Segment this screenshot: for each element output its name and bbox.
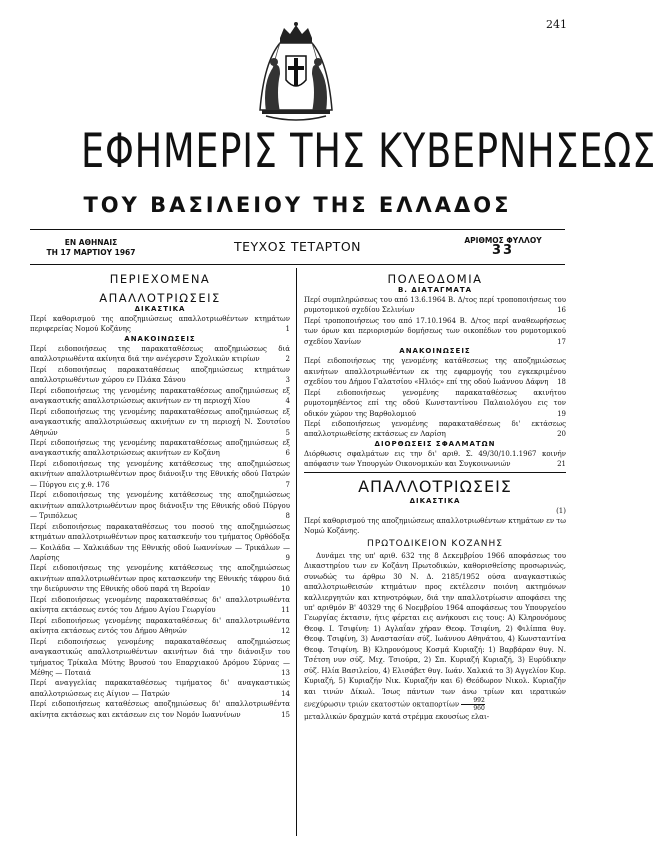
toc-entry-page: 20 bbox=[554, 429, 566, 439]
newspaper-title: ΕΦΗΜΕΡΙΣ ΤΗΣ ΚΥΒΕΡΝΗΣΕΩΣ bbox=[81, 124, 656, 179]
toc-entry bbox=[304, 316, 566, 347]
contents-title: ΠΕΡΙΕΧΟΜΕΝΑ bbox=[109, 272, 211, 286]
toc-entry-page: 8 bbox=[283, 511, 290, 521]
toc-list-decrees bbox=[304, 295, 566, 347]
toc-entry-page: 4 bbox=[283, 396, 290, 406]
corrections-subtitle: ΔΙΟΡΘΩΣΕΙΣ ΣΦΑΛΜΑΤΩΝ bbox=[374, 439, 496, 448]
toc-entry-page: 5 bbox=[283, 428, 290, 438]
judicial-subtitle: ΔΙΚΑΣΤΙΚΑ bbox=[134, 305, 186, 313]
toc-entry-page: 11 bbox=[278, 605, 290, 615]
toc-entry bbox=[30, 386, 290, 407]
decision-body-end: μεταλλικών δραχμών κατά στρέμμα εκουσίως ελαι- bbox=[304, 713, 490, 722]
announcements-subtitle: ΑΝΑΚΟΙΝΩΣΕΙΣ bbox=[124, 334, 196, 343]
toc-entry-page: 3 bbox=[283, 375, 290, 385]
toc-entry bbox=[30, 595, 290, 616]
section-rule bbox=[304, 472, 566, 473]
toc-entry-text: Περί ειδοποιήσεως γενομένης παρακαταθέσεως δι' εκτάσεως απαλλοτριωθείσης εκτάσεως εν Λαρίση bbox=[304, 419, 566, 439]
judicial-main-subtitle: ΔΙΚΑΣΤΙΚΑ bbox=[409, 496, 461, 505]
town-planning-title: ΠΟΛΕΟΔΟΜΙΑ bbox=[387, 272, 483, 286]
toc-entry-page: 14 bbox=[278, 689, 290, 699]
top-rule bbox=[30, 229, 565, 230]
toc-entry-page: 10 bbox=[278, 584, 290, 594]
toc-entry-text: Περί ειδοποιήσεως γενομένης παρακαταθέσεως ακινήτου ρυμοτομηθέντος επί της οδού Κωνσταντίνου Παλαιολόγου εις τον οδικόν χώρον της Βαρθολομιού bbox=[304, 388, 566, 418]
toc-entry-page: 7 bbox=[283, 480, 290, 490]
toc-entry bbox=[30, 522, 290, 564]
fraction bbox=[461, 697, 484, 712]
sheet-number: 33 bbox=[491, 243, 515, 258]
toc-entry bbox=[30, 407, 290, 438]
toc-list bbox=[30, 344, 290, 720]
fraction-numerator: 992 bbox=[461, 697, 484, 705]
column-divider bbox=[296, 268, 297, 836]
toc-entry-page: 13 bbox=[278, 668, 290, 678]
toc-entry-page: 1 bbox=[283, 324, 290, 334]
toc-entry bbox=[30, 490, 290, 521]
toc-entry-page: 18 bbox=[554, 377, 566, 387]
note-number: (1) bbox=[556, 506, 566, 515]
decision-body bbox=[304, 551, 566, 712]
right-column bbox=[304, 272, 566, 723]
toc-entry-text: Περί ειδοποιήσεως της γενομένης κατάθεσεως της αποζημιώσεως ακινήτων απαλλοτριωθέντων προς διάνοιξιν της Εθνικής οδού Πατρών — Πύργου εις χ.θ. 176 bbox=[30, 459, 290, 489]
toc-entry-text: Περί ειδοποιήσεως της γενομένης κατάθεσεως της αποζημιώσεως ακινήτων απαλλοτριωθέντων εκ της εφαρμογής του εγκεκριμένου σχεδίου του Δήμου Γαλατσίου «Ηλιός» επί της οδού Ιωάννου Δάφνη bbox=[304, 357, 566, 387]
toc-entry-page: 16 bbox=[554, 305, 566, 315]
contents-column bbox=[30, 272, 290, 720]
toc-entry bbox=[30, 563, 290, 594]
toc-entry-text: Περί ειδοποιήσεως παρακαταθέσεως αποζημιώσεως κτημάτων απαλλοτριωθέντων χώρου εν Πλάκα Σάνου bbox=[30, 365, 290, 385]
toc-entry-page: 19 bbox=[554, 409, 566, 419]
toc-entry-page: 17 bbox=[554, 337, 566, 347]
toc-entry-text: Περί ειδοποιήσεως της γενομένης παρακαταθέσεως αποζημιώσεως εξ αναγκαστικής απαλλοτριώσεως ακινήτων εν τη περιοχή Ν. Σουτσίου Αθηνών bbox=[30, 407, 290, 437]
toc-entry-text: Περί ειδοποιήσεως γενομένης παρακαταθέσεως δι' απαλλοτριωθέντα ακίνητα εκτάσεως εντός του Δήμου Αγίου Γεωργίου bbox=[30, 595, 290, 615]
issue-date: ΤΗ 17 ΜΑΡΤΙΟΥ 1967 bbox=[46, 248, 136, 257]
toc-entry bbox=[30, 314, 290, 335]
fraction-denominator: 960 bbox=[473, 705, 485, 713]
court-name: ΠΡΩΤΟΔΙΚΕΙΟΝ ΚΟΖΑΝΗΣ bbox=[367, 538, 503, 549]
toc-entry bbox=[30, 365, 290, 386]
decrees-subtitle: Β. ΔΙΑΤΑΓΜΑΤΑ bbox=[397, 286, 473, 294]
toc-entry-page: 2 bbox=[283, 354, 290, 364]
toc-entry bbox=[30, 678, 290, 699]
toc-entry-text: Περί αναγγελίας παρακαταθέσεως τιμήματος δι' αναγκαστικώς απαλλοτριώσεως εις Αίγιον — Πατρών bbox=[30, 679, 290, 698]
toc-entry bbox=[304, 295, 566, 316]
decision-body-text: Δυνάμει της υπ' αριθ. 632 της 8 Δεκεμβρίου 1966 αποφάσεως του Δικαστηρίου των εν Κοζάνη Πρωτοδικών, καθορισθείσης προσωρινώς, συνωδώς τω άρθρω 30 Ν. Δ. 2185/1952 ούσα αναγκαστικώς απαλλοτριωθεισών κτημάτων προς εκτέλεσιν ποιόνη ακτημόνων καλλιεργητών και κτηνοτρόφων, διά την απαλλοτρίωσιν αποφάσει της υπ' αριθμόν Β' 40329 της 6 Νοεμβρίου 1964 αποφάσεως του Υπουργείου Γεωργίας έκτασιν, ήτις φέρεται εις ανήκουσι εις τους: Α) Κληρονόμους Θεοφ. Ι. Τσιφίνη: 1) Αγλαΐαν χήραν Θεοφ. Τσιφίνη, 2) Φιλίππα θυγ. Θεοφ. Τσιφίνη, 3) Αναστασίαν σύζ. Ιωάννου Αθηνάτου, 4) Κωνσταντίνα Θεοφ. Τσιφίνη. Β) Κληρονόμους Κοσμά Κυριαζή: 1) Βαρβάραν θυγ. Ν. Τσέτση νυν σύζ. Μιχ. Τσιούρα, 2) Σπ. Κυριαζή Κυριαζή, 3) Ευρύδικην σύζ. Ηλία Βασιλείου, 4) Ελισάβετ θυγ. Ιωάν. Χαλκιά το 3) Αγγελίον Κυρ. Κυριαζή, 5) Κυριαζήν Νικ. Κυριαζήν και 6) Θεόδωρον Νικολ. Κυριαζήν και τινών Δίκωλ. Ίσως πάντων των άνω τρίων και ιερατικών ενεχύρωσιν τριών εκατοστών οκταπορτίων bbox=[304, 551, 566, 709]
toc-entry bbox=[30, 637, 290, 679]
announcements-subtitle-right: ΑΝΑΚΟΙΝΩΣΕΙΣ bbox=[399, 347, 471, 356]
toc-entry-page: 15 bbox=[278, 710, 290, 720]
toc-entry-page: 9 bbox=[283, 553, 290, 563]
toc-entry-text: Περί ειδοποιήσεως της γενομένης κατάθεσεως της αποζημιώσεως ακινήτων απαλλοτριωθέντων προς κατασκευήν της Εθνικής τάφρου διά την διεύρυνσιν της Εθνικής οδού παρά τη Βεροίαν bbox=[30, 564, 290, 594]
toc-entry-text: Περί τροποποιήσεως του από 17.10.1964 Β. Δ/τος περί αναθεωρήσεως των όρων και περιορισμών δομήσεως των οικοπέδων του ρυμοτομικού σχεδίου Χανίων bbox=[304, 316, 566, 346]
toc-entry-text: Περί καθορισμού της αποζημιώσεως απαλλοτριωθέντων κτημάτων περιφερείας Νομού Κοζάνης bbox=[30, 315, 290, 334]
toc-entry-text: Περί ειδοποιήσεως καταθέσεως αποζημιώσεως δι' απαλλοτριωθέντα ακίνητα εκτάσεως και εκτάσεων εις τον Νομόν Ιωαννίνων bbox=[30, 700, 290, 719]
toc-entry bbox=[304, 356, 566, 387]
issue-place: ΕΝ ΑΘΗΝΑΙΣ bbox=[64, 238, 118, 247]
toc-entry-text: Περί ειδοποιήσεως γενομένης παρακαταθέσεως αποζημιώσεως αναγκαστικώς απαλλοτριωθέντων ακινήτων διά την διάνοιξιν του τμήματος Τρίκαλα Μύτης Βρυσού του Επαρχιακού Δρόμου Σύρνας — Μέθης — Ποταιά bbox=[30, 637, 290, 677]
toc-entry bbox=[304, 419, 566, 440]
sheet-label: ΑΡΙΘΜΟΣ ΦΥΛΛΟΥ bbox=[464, 236, 542, 245]
toc-entry-page: 12 bbox=[278, 626, 290, 636]
toc-entry-text: Διόρθωσις σφαλμάτων εις την δι' αριθ. Σ. 49/30/10.1.1967 κοινήν απόφασιν των Υπουργών Οικονομικών και Συγκοινωνιών bbox=[304, 449, 566, 469]
newspaper-subtitle: ΤΟΥ ΒΑΣΙΛΕΙΟΥ ΤΗΣ ΕΛΛΑΔΟΣ bbox=[83, 193, 512, 217]
issue-volume: ΤΕΥΧΟΣ ΤΕΤΑΡΤΟΝ bbox=[233, 239, 362, 254]
toc-entry-text: Περί ειδοποιήσεως της παρακαταθέσεως αποζημιώσεως διά απαλλοτριωθέντα ακίνητα διά την ανέγερσιν Σχολικών κτιρίων bbox=[30, 344, 290, 364]
header-bottom-rule bbox=[30, 264, 565, 265]
toc-entry-text: Περί ειδοποιήσεως γενομένης παρακαταθέσεως δι' απαλλοτριωθέντα ακίνητα εκτάσεως εντός του Δήμου Αθηνών bbox=[30, 616, 290, 636]
toc-entry bbox=[30, 699, 290, 720]
expropriations-title: ΑΠΑΛΛΟΤΡΙΩΣΕΙΣ bbox=[99, 291, 221, 305]
toc-entry bbox=[304, 449, 566, 470]
toc-entry-text: Περί ειδοποιήσεως της γενομένης κατάθεσεως της αποζημιώσεως ακινήτων απαλλοτριωθέντων προς διάνοιξιν της Εθνικής οδού Πύργου — Τριπόλεως bbox=[30, 491, 290, 521]
toc-entry-text: Περί ειδοποιήσεως της γενομένης παρακαταθέσεως αποζημιώσεως εξ αναγκαστικής απαλλοτριώσεως ακινήτων εν τη περιοχή Χίου bbox=[30, 386, 290, 406]
toc-entry-page: 21 bbox=[554, 459, 566, 469]
toc-entry-page: 6 bbox=[283, 448, 290, 458]
toc-list-announcements bbox=[304, 356, 566, 440]
toc-entry-text: Περί ειδοποιήσεως της γενομένης παρακαταθέσεως αποζημιώσεως εξ αναγκαστικής απαλλοτριώσεως ακινήτων εν Κοζάνη bbox=[30, 438, 290, 458]
decision-title: Περί καθορισμού της αποζημιώσεως απαλλοτριωθέντων κτημάτων εν τω Νομώ Κοζάνης. bbox=[304, 516, 566, 536]
toc-entry-text: Περί συμπληρώσεως του από 13.6.1964 Β. Δ/τος περί τροποποιήσεως του ρυμοτομικού σχεδίου Σελινίων bbox=[304, 296, 566, 315]
toc-entry bbox=[30, 344, 290, 365]
toc-entry bbox=[304, 388, 566, 419]
toc-entry bbox=[30, 438, 290, 459]
toc-entry-text: Περί ειδοποιήσεως παρακαταθέσεως του ποσού της αποζημιώσεως κτημάτων απαλλοτριωθέντων προς κατασκευήν του τμήματος Ορθόδοξα — Κοιλάδα — Χαλκιάδων της Εθνικής οδού Ιωαννίνων — Τρικάλων — Λαρίσης bbox=[30, 522, 290, 562]
toc-entry bbox=[30, 616, 290, 637]
expropriations-main-title: ΑΠΑΛΛΟΤΡΙΩΣΕΙΣ bbox=[358, 476, 512, 496]
page-number: 241 bbox=[546, 18, 567, 31]
issue-sheet bbox=[458, 236, 548, 256]
royal-coat-of-arms-icon bbox=[250, 22, 342, 124]
toc-entry bbox=[30, 459, 290, 490]
